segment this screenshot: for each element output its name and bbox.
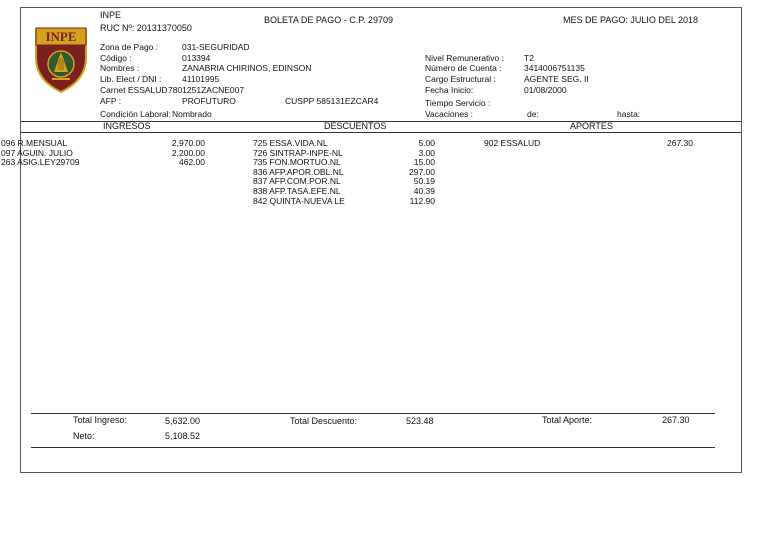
total-aporte-value: 267.30	[662, 415, 690, 425]
list-item: 838 AFP.TASA.EFE.NL	[253, 185, 341, 196]
codigo-label: Código :	[100, 53, 132, 63]
list-item: 842 QUINTA-NUEVA LE	[253, 195, 345, 206]
vacaciones-de: de:	[527, 109, 539, 119]
essalud-label: Carnet ESSALUD	[100, 85, 168, 95]
list-item-amount: 2,970.00	[171, 138, 205, 148]
logo-text: INPE	[45, 29, 77, 44]
ruc: RUC Nº: 20131370050	[100, 23, 192, 33]
list-item-amount: 112.90	[409, 195, 435, 206]
dni-value: 41101995	[182, 74, 220, 84]
total-descuento-value: 523.48	[406, 416, 434, 426]
vacaciones-hasta: hasta:	[617, 109, 641, 119]
list-item: 902 ESSALUD	[484, 138, 541, 148]
vacaciones-label: Vacaciones :	[425, 109, 474, 119]
cargo-label: Cargo Estructural :	[425, 74, 496, 84]
total-aporte-label: Total Aporte:	[542, 415, 593, 425]
zona-label: Zona de Pago :	[100, 42, 159, 52]
neto-label: Neto:	[73, 431, 95, 441]
ingresos-amounts	[155, 139, 205, 168]
fecha-label: Fecha Inicio:	[425, 85, 474, 95]
list-item-amount: 3.00	[418, 147, 435, 158]
list-item-amount: 267.30	[667, 138, 693, 148]
list-item: 837 AFP.COM.POR.NL	[253, 176, 341, 187]
list-item: 735 FON.MORTUO.NL	[253, 157, 341, 168]
codigo-value: 013394	[182, 53, 211, 63]
aportes-list	[484, 139, 540, 149]
list-item: 725 ESSA.VIDA.NL	[253, 138, 328, 148]
cuenta-label: Número de Cuenta :	[425, 63, 502, 73]
tiempo-label: Tiempo Servicio :	[425, 98, 491, 108]
list-item: 097 AGUIN. JULIO	[1, 147, 73, 158]
nombres-label: Nombres :	[100, 63, 140, 73]
list-item-amount: 2,200.00	[171, 147, 205, 158]
dni-label: Lib. Elect / DNI :	[100, 74, 162, 84]
zona-value: 031-SEGURIDAD	[182, 42, 250, 52]
descuentos-amounts	[387, 139, 435, 206]
list-item: 726 SINTRAP-INPE-NL	[253, 147, 343, 158]
col-ingresos: INGRESOS	[103, 121, 151, 131]
descuentos-list	[253, 139, 345, 206]
pay-period: MES DE PAGO: JULIO DEL 2018	[563, 15, 699, 25]
payslip-document	[1, 7, 742, 473]
ingresos-list	[1, 139, 79, 168]
document-title: BOLETA DE PAGO - C.P. 29709	[264, 15, 394, 25]
list-item: 096 R.MENSUAL	[1, 138, 68, 148]
column-header-bottom-rule	[21, 132, 741, 133]
essalud-value: 7801251ZACNE007	[168, 85, 245, 95]
neto-value: 5,108.52	[165, 431, 201, 441]
list-item: 836 AFP.APOR.OBL.NL	[253, 166, 344, 177]
col-descuentos: DESCUENTOS	[324, 121, 387, 131]
cuspp: CUSPP 585131EZCAR4	[285, 96, 379, 106]
fecha-value: 01/08/2000	[524, 85, 567, 95]
afp-label: AFP :	[100, 96, 122, 106]
totals-top-rule	[31, 413, 715, 414]
list-item-amount: 5.00	[418, 138, 435, 148]
total-ingreso-value: 5,632.00	[165, 416, 201, 426]
nivel-value: T2	[524, 53, 534, 63]
list-item-amount: 297.00	[409, 166, 435, 177]
col-aportes: APORTES	[570, 121, 613, 131]
org-name: INPE	[100, 10, 122, 20]
condicion-label: Condición Laboral:	[100, 109, 171, 119]
list-item-amount: 50.19	[413, 176, 435, 187]
aportes-amounts	[643, 139, 693, 149]
nombres-value: ZANABRIA CHIRINOS, EDINSON	[182, 63, 312, 73]
inpe-shield-logo	[32, 22, 90, 94]
list-item-amount: 462.00	[179, 157, 205, 168]
nivel-label: Nivel Remunerativo :	[425, 53, 504, 63]
total-descuento-label: Total Descuento:	[290, 416, 358, 426]
totals-bottom-rule	[31, 447, 715, 448]
list-item: 263 ASIG.LEY29709	[1, 157, 80, 168]
condicion-value: Nombrado	[172, 109, 212, 119]
afp-value: PROFUTURO	[182, 96, 236, 106]
cargo-value: AGENTE SEG. II	[524, 74, 589, 84]
list-item-amount: 40.39	[413, 185, 435, 196]
cuenta-value: 3414006751135	[524, 63, 585, 73]
total-ingreso-label: Total Ingreso:	[73, 415, 128, 425]
list-item-amount: 15.00	[413, 157, 435, 168]
